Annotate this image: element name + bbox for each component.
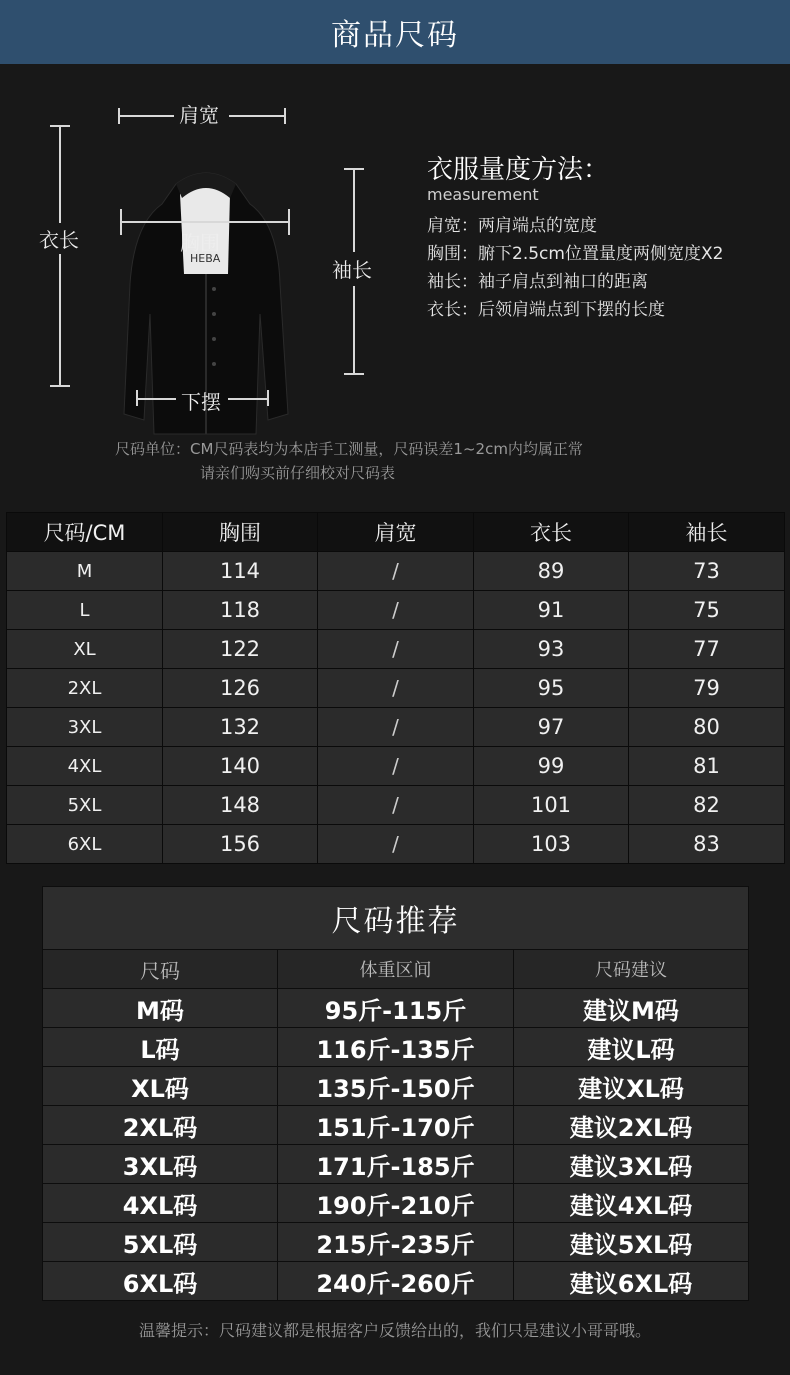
footer-note: 温馨提示：尺码建议都是根据客户反馈给出的，我们只是建议小哥哥哦。: [138, 1321, 651, 1340]
table-cell: 5XL: [7, 786, 163, 825]
hem-label: 下摆: [181, 390, 221, 414]
table-cell: 3XL: [7, 708, 163, 747]
page-header: [0, 0, 790, 64]
table-cell: /: [318, 552, 474, 591]
table-cell: 81: [629, 747, 785, 786]
table-cell: 135斤-150斤: [278, 1067, 514, 1106]
column-header: 肩宽: [318, 513, 474, 552]
length-label: 衣长: [39, 228, 79, 252]
hem-tick-right: [267, 390, 269, 406]
table-cell: 4XL码: [43, 1184, 278, 1223]
table-cell: 82: [629, 786, 785, 825]
table-cell: 122: [163, 630, 318, 669]
table-row: [43, 1184, 749, 1223]
shoulder-line-left: [118, 115, 174, 117]
table-cell: /: [318, 708, 474, 747]
table-cell: 99: [474, 747, 629, 786]
column-header: 衣长: [474, 513, 629, 552]
sleeve-tick-bottom: [344, 373, 364, 375]
table-cell: 132: [163, 708, 318, 747]
method-title: 衣服量度方法：: [427, 155, 610, 185]
size-table-header: [7, 513, 785, 552]
table-row: [43, 1067, 749, 1106]
chest-label: 胸围: [180, 231, 220, 255]
table-cell: 151斤-170斤: [278, 1106, 514, 1145]
column-header: 尺码建议: [514, 950, 749, 989]
shoulder-line-right: [229, 115, 286, 117]
table-cell: 156: [163, 825, 318, 864]
table-row: [7, 630, 785, 669]
size-recommend-table: [42, 886, 749, 1301]
table-cell: 3XL码: [43, 1145, 278, 1184]
column-header: 尺码: [43, 950, 278, 989]
table-cell: /: [318, 747, 474, 786]
table-cell: 80: [629, 708, 785, 747]
shoulder-label: 肩宽: [179, 103, 219, 127]
table-row: [7, 552, 785, 591]
table-row: [7, 669, 785, 708]
column-header: 尺码/CM: [7, 513, 163, 552]
table-cell: 126: [163, 669, 318, 708]
table-row: [7, 708, 785, 747]
table-cell: 83: [629, 825, 785, 864]
table-cell: 148: [163, 786, 318, 825]
measurement-diagram: [0, 64, 790, 484]
table-cell: 6XL: [7, 825, 163, 864]
recommend-header: [43, 950, 749, 989]
size-note-line1: 尺码单位：CM尺码表均为本店手工测量，尺码误差1~2cm内均属正常: [115, 440, 583, 458]
table-cell: 5XL码: [43, 1223, 278, 1262]
table-cell: /: [318, 591, 474, 630]
table-cell: 95: [474, 669, 629, 708]
table-row: [7, 747, 785, 786]
table-cell: /: [318, 786, 474, 825]
table-cell: 95斤-115斤: [278, 989, 514, 1028]
table-cell: 118: [163, 591, 318, 630]
table-cell: 建议5XL码: [514, 1223, 749, 1262]
measurement-method: [427, 154, 777, 324]
hem-line-right: [228, 398, 268, 400]
table-row: [43, 989, 749, 1028]
table-cell: L码: [43, 1028, 278, 1067]
table-cell: /: [318, 630, 474, 669]
sleeve-label: 袖长: [332, 258, 372, 282]
table-cell: 116斤-135斤: [278, 1028, 514, 1067]
table-cell: XL码: [43, 1067, 278, 1106]
table-cell: 2XL码: [43, 1106, 278, 1145]
table-cell: 建议2XL码: [514, 1106, 749, 1145]
coat-print-text: HEBA: [190, 252, 221, 265]
method-line: 袖长：袖子肩点到袖口的距离: [427, 272, 648, 292]
method-line: 衣长：后领肩端点到下摆的长度: [427, 300, 665, 320]
table-cell: 4XL: [7, 747, 163, 786]
table-cell: 190斤-210斤: [278, 1184, 514, 1223]
table-cell: 建议M码: [514, 989, 749, 1028]
table-cell: 建议L码: [514, 1028, 749, 1067]
table-cell: 2XL: [7, 669, 163, 708]
table-cell: 171斤-185斤: [278, 1145, 514, 1184]
table-cell: 建议3XL码: [514, 1145, 749, 1184]
table-row: [43, 1145, 749, 1184]
table-cell: M码: [43, 989, 278, 1028]
table-row: [7, 786, 785, 825]
table-cell: XL: [7, 630, 163, 669]
table-row: [7, 825, 785, 864]
table-cell: 79: [629, 669, 785, 708]
recommend-title: 尺码推荐: [43, 887, 749, 950]
table-cell: 73: [629, 552, 785, 591]
length-line-bottom: [59, 254, 61, 386]
table-cell: 97: [474, 708, 629, 747]
table-cell: /: [318, 669, 474, 708]
table-cell: /: [318, 825, 474, 864]
length-tick-bottom: [50, 385, 70, 387]
method-line: 肩宽：两肩端点的宽度: [427, 216, 597, 236]
table-cell: L: [7, 591, 163, 630]
table-cell: 建议6XL码: [514, 1262, 749, 1301]
table-cell: 89: [474, 552, 629, 591]
sleeve-line-top: [353, 168, 355, 252]
sleeve-line-bottom: [353, 286, 355, 374]
table-row: [43, 1223, 749, 1262]
table-cell: 75: [629, 591, 785, 630]
method-line: 胸围：腑下2.5cm位置量度两侧宽度X2: [427, 244, 724, 264]
table-row: [43, 1262, 749, 1301]
table-cell: 215斤-235斤: [278, 1223, 514, 1262]
length-line-top: [59, 125, 61, 223]
column-header: 胸围: [163, 513, 318, 552]
table-cell: 91: [474, 591, 629, 630]
chest-line: [120, 221, 290, 223]
chest-tick-right: [288, 209, 290, 235]
column-header: 体重区间: [278, 950, 514, 989]
column-header: 袖长: [629, 513, 785, 552]
table-row: [7, 591, 785, 630]
page-title: 商品尺码: [331, 18, 459, 53]
table-cell: 93: [474, 630, 629, 669]
method-subtitle: measurement: [427, 185, 539, 204]
table-row: [43, 1028, 749, 1067]
table-cell: M: [7, 552, 163, 591]
shoulder-tick-right: [284, 108, 286, 124]
table-cell: 114: [163, 552, 318, 591]
size-table: [6, 512, 785, 864]
table-cell: 101: [474, 786, 629, 825]
size-note-line2: 请亲们购买前仔细校对尺码表: [200, 464, 396, 482]
table-cell: 77: [629, 630, 785, 669]
table-cell: 6XL码: [43, 1262, 278, 1301]
table-cell: 140: [163, 747, 318, 786]
table-cell: 建议4XL码: [514, 1184, 749, 1223]
table-cell: 103: [474, 825, 629, 864]
table-row: [43, 1106, 749, 1145]
table-cell: 240斤-260斤: [278, 1262, 514, 1301]
hem-line-left: [136, 398, 176, 400]
table-cell: 建议XL码: [514, 1067, 749, 1106]
